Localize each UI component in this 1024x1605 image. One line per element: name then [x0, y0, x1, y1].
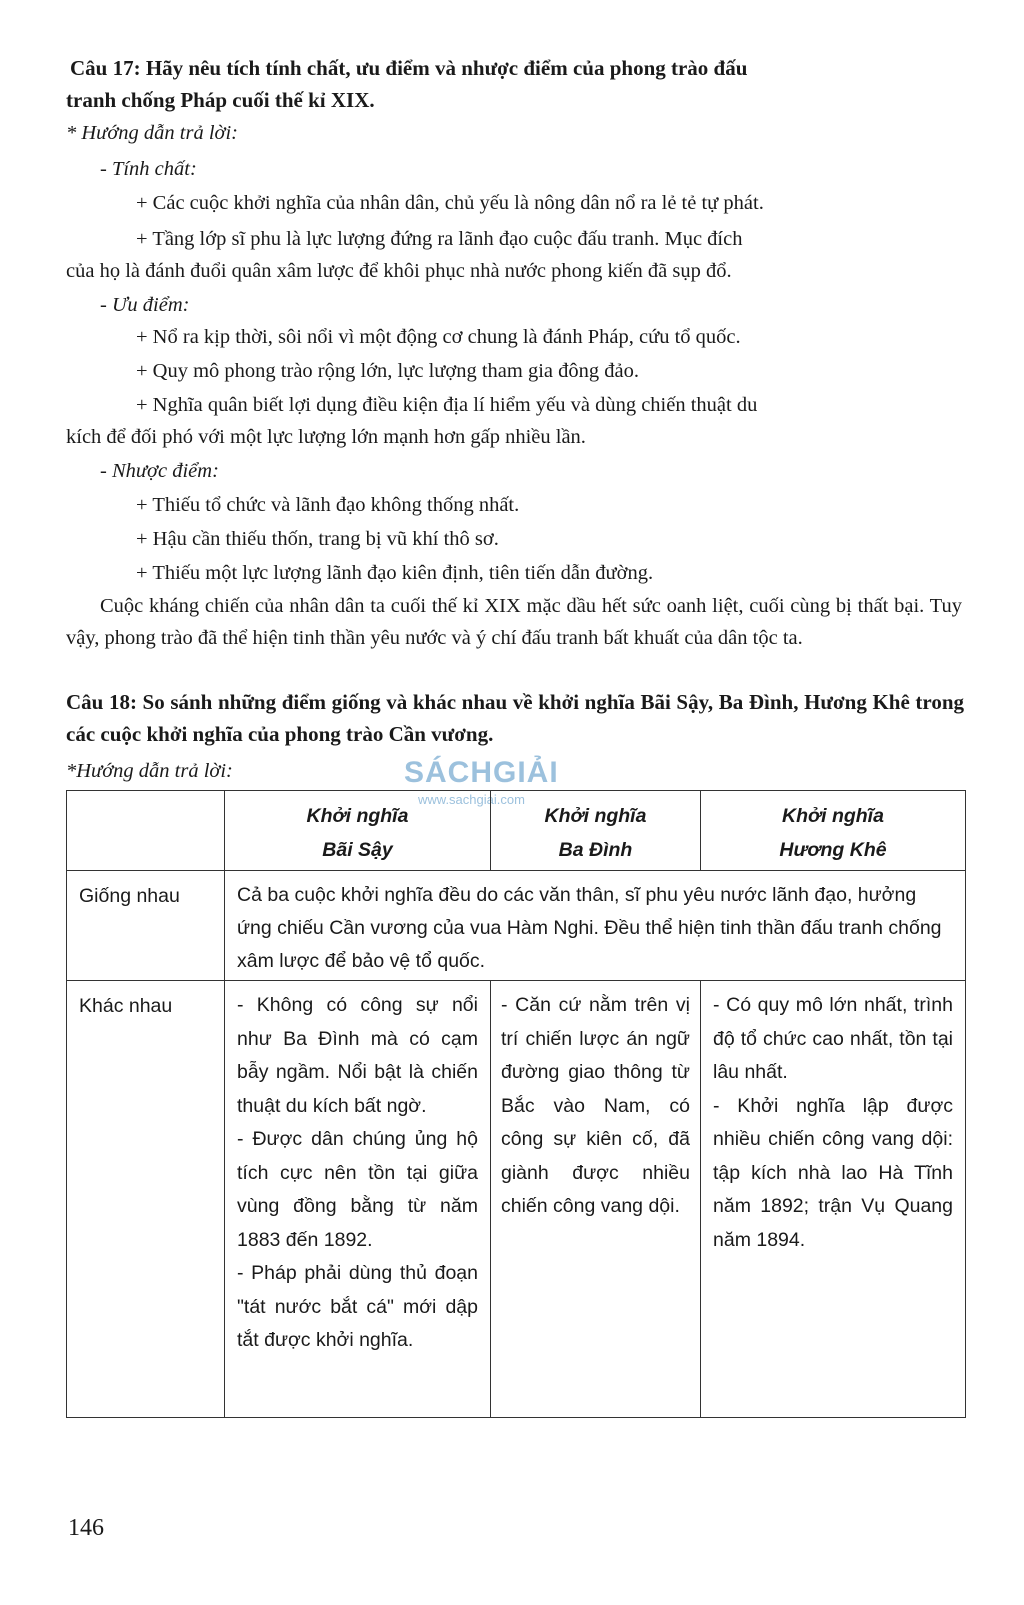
pros-point-3b: kích để đối phó với một lực lượng lớn mạnh hơn gấp nhiều lần. [66, 426, 586, 448]
ba-dinh-point-1: - Căn cứ nằm trên vị trí chiến lược án ngữ đường giao thông từ Bắc vào Nam, có công sự kiên cố, đã giành được nhiều chiến công vang dội. [501, 994, 690, 1217]
question-17-title [66, 52, 966, 116]
bai-say-point-1: - Không có công sự nổi như Ba Đình mà có cạm bẫy ngầm. Nổi bật là chiến thuật du kích bất ngờ. [237, 994, 478, 1117]
cons-point-1: + Thiếu tổ chức và lãnh đạo không thống nhất. [136, 494, 520, 516]
nature-point-2a: + Tầng lớp sĩ phu là lực lượng đứng ra lãnh đạo cuộc đấu tranh. Mục đích [136, 228, 743, 250]
q18-guide-label: *Hướng dẫn trả lời: [66, 760, 233, 782]
nature-point-2b: của họ là đánh đuổi quân xâm lược để khôi phục nhà nước phong kiến đã sụp đổ. [66, 260, 732, 282]
header-huong-khe-line1: Khởi nghĩa [782, 805, 884, 827]
table-row-differences [67, 981, 966, 1418]
cons-heading: - Nhược điểm: [100, 460, 219, 482]
question-17-title-line1: Câu 17: Hãy nêu tích tính chất, ưu điểm và nhược điểm của phong trào đấu [70, 56, 748, 80]
header-bai-say-line1: Khởi nghĩa [306, 805, 409, 827]
huong-khe-point-2: - Khởi nghĩa lập được nhiều chiến công vang dội: tập kích nhà lao Hà Tĩnh năm 1892; trận Vụ Quang năm 1894. [713, 1094, 953, 1251]
watermark-logo: SÁCHGIẢI [404, 756, 559, 789]
differences-huong-khe [701, 981, 966, 1418]
header-empty-cell [67, 791, 225, 871]
differences-ba-dinh [491, 981, 701, 1418]
header-ba-dinh [491, 791, 701, 871]
similarities-label: Giống nhau [67, 871, 225, 981]
cons-point-2: + Hậu cần thiếu thốn, trang bị vũ khí thô sơ. [136, 528, 499, 550]
differences-label: Khác nhau [67, 981, 225, 1418]
question-17-title-line2: tranh chống Pháp cuối thế kỉ XIX. [66, 88, 375, 112]
nature-heading: - Tính chất: [100, 158, 197, 180]
bai-say-point-2: - Được dân chúng ủng hộ tích cực nên tồn tại giữa vùng đồng bằng từ năm 1883 đến 1892. [237, 1128, 478, 1251]
pros-point-2: + Quy mô phong trào rộng lớn, lực lượng tham gia đông đảo. [136, 360, 639, 382]
q17-conclusion: Cuộc kháng chiến của nhân dân ta cuối thế kỉ XIX mặc dầu hết sức oanh liệt, cuối cùng bị thất bại. Tuy vậy, phong trào đã thể hiện tinh thần yêu nước và ý chí đấu tranh bất khuất của dân tộc ta. [66, 595, 962, 649]
table-row-similarities [67, 871, 966, 981]
nature-point-1: + Các cuộc khởi nghĩa của nhân dân, chủ yếu là nông dân nổ ra lẻ tẻ tự phát. [136, 192, 764, 214]
huong-khe-point-1: - Có quy mô lớn nhất, trình độ tổ chức cao nhất, tồn tại lâu nhất. [713, 994, 953, 1083]
q17-guide-label: * Hướng dẫn trả lời: [66, 122, 239, 144]
bai-say-point-3: - Pháp phải dùng thủ đoạn "tát nước bắt cá" mới dập tắt được khởi nghĩa. [237, 1262, 478, 1351]
header-ba-dinh-line1: Khởi nghĩa [544, 805, 647, 827]
similarities-text: Cả ba cuộc khởi nghĩa đều do các văn thân, sĩ phu yêu nước lãnh đạo, hưởng ứng chiếu Cần vương của vua Hàm Nghi. Đều thể hiện tinh thần đấu tranh chống xâm lược để bảo vệ tổ quốc. [225, 871, 966, 981]
header-huong-khe-line2: Hương Khê [779, 839, 887, 861]
page-number: 146 [68, 1515, 104, 1541]
header-bai-say [225, 791, 491, 871]
table-header-row [67, 791, 966, 871]
differences-bai-say [225, 981, 491, 1418]
comparison-table [66, 790, 966, 1418]
pros-point-1: + Nổ ra kịp thời, sôi nổi vì một động cơ chung là đánh Pháp, cứu tổ quốc. [136, 326, 741, 348]
header-huong-khe [701, 791, 966, 871]
question-18-title: Câu 18: So sánh những điểm giống và khác nhau về khởi nghĩa Bãi Sậy, Ba Đình, Hương Khê trong các cuộc khởi nghĩa của phong trào Cần vương. [66, 690, 964, 746]
watermark-url: www.sachgiai.com [418, 792, 525, 807]
header-ba-dinh-line2: Ba Đình [558, 839, 633, 861]
pros-heading: - Ưu điểm: [100, 294, 190, 316]
pros-point-3a: + Nghĩa quân biết lợi dụng điều kiện địa lí hiểm yếu và dùng chiến thuật du [136, 394, 758, 416]
cons-point-3: + Thiếu một lực lượng lãnh đạo kiên định, tiên tiến dẫn đường. [136, 562, 654, 584]
header-bai-say-line2: Bãi Sậy [322, 839, 393, 861]
